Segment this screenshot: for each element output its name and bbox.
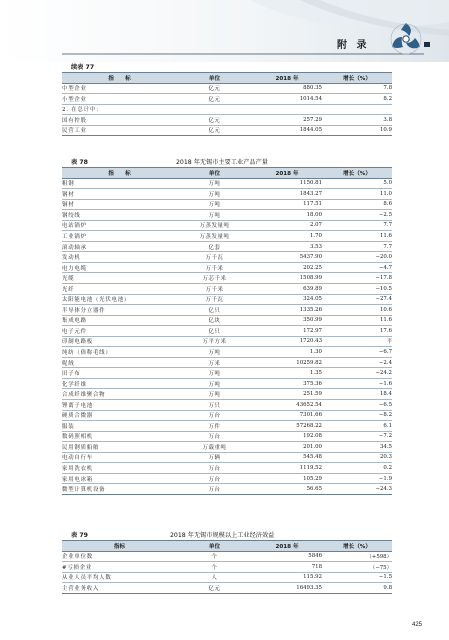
row-unit: 万芯千米 xyxy=(177,273,252,284)
table-header-row xyxy=(62,73,392,84)
row-growth: −2.5 xyxy=(322,210,392,221)
row-value: 1150.81 xyxy=(252,178,322,189)
table78-label: 表 78 xyxy=(71,159,88,166)
table-row xyxy=(62,368,392,379)
row-value: 3.53 xyxy=(252,241,322,252)
row-growth: （+598） xyxy=(322,551,392,562)
row-growth: 10.9 xyxy=(322,125,392,136)
table79-label: 表 79 xyxy=(71,532,88,539)
row-unit: 人 xyxy=(177,572,252,583)
row-label: 电力电缆 xyxy=(62,262,177,273)
column-header: 指 标 xyxy=(62,73,177,84)
table-row xyxy=(62,378,392,389)
row-value: 1335.26 xyxy=(252,305,322,316)
table-row xyxy=(62,231,392,242)
row-growth: −4.7 xyxy=(322,262,392,273)
table-row xyxy=(62,83,392,94)
row-growth: −24.3 xyxy=(322,484,392,495)
row-growth: −27.4 xyxy=(322,294,392,305)
row-value: 7301.66 xyxy=(252,410,322,421)
column-header: 单位 xyxy=(177,73,252,84)
row-value: 57268.22 xyxy=(252,421,322,432)
row-unit: 个 xyxy=(177,562,252,573)
row-growth: 20.3 xyxy=(322,452,392,463)
row-label: 发动机 xyxy=(62,252,177,263)
section-title: 附 录 xyxy=(337,40,370,51)
table-row xyxy=(62,220,392,231)
row-value: 115.92 xyxy=(252,572,322,583)
row-growth: −17.8 xyxy=(322,273,392,284)
row-label: 民用钢质船舶 xyxy=(62,442,177,453)
table-row xyxy=(62,326,392,337)
table79 xyxy=(62,540,392,594)
row-value: 251.59 xyxy=(252,389,322,400)
row-unit: 万台 xyxy=(177,484,252,495)
row-unit: 万蒸发量吨 xyxy=(177,220,252,231)
row-growth xyxy=(322,104,392,115)
page-header xyxy=(0,0,449,62)
row-unit: 万千瓦 xyxy=(177,252,252,263)
table-row xyxy=(62,452,392,463)
table-row xyxy=(62,305,392,316)
table-row xyxy=(62,294,392,305)
row-value: 43652.54 xyxy=(252,399,322,410)
row-value: 5846 xyxy=(252,551,322,562)
emblem-icon xyxy=(385,18,427,60)
row-value: 718 xyxy=(252,562,322,573)
row-label: 数码照相机 xyxy=(62,431,177,442)
row-growth: 5.0 xyxy=(322,178,392,189)
row-label: 铜材 xyxy=(62,199,177,210)
column-header: 单位 xyxy=(177,168,252,179)
row-unit: 万千米 xyxy=(177,283,252,294)
row-unit: 万台 xyxy=(177,473,252,484)
row-growth: 17.6 xyxy=(322,326,392,337)
header-decoration xyxy=(0,0,449,62)
row-value: 1119.52 xyxy=(252,463,322,474)
row-value: 56.65 xyxy=(252,484,322,495)
row-value: 880.35 xyxy=(252,83,322,94)
table-row xyxy=(62,94,392,105)
table79-title: 2018 年无锡市规模以上工业经济效益 xyxy=(170,532,275,539)
row-label: 钢绞线 xyxy=(62,210,177,221)
row-growth: 11.6 xyxy=(322,231,392,242)
row-unit: 万千瓦 xyxy=(177,294,252,305)
table-row xyxy=(62,484,392,495)
row-growth: −1.6 xyxy=(322,378,392,389)
row-value: 10259.82 xyxy=(252,357,322,368)
row-value: 375.36 xyxy=(252,378,322,389)
table-row xyxy=(62,283,392,294)
row-unit: 万件 xyxy=(177,421,252,432)
table-row xyxy=(62,562,392,573)
table-row xyxy=(62,336,392,347)
table-row xyxy=(62,583,392,594)
row-label: 合成纤维聚合物 xyxy=(62,389,177,400)
row-label: 家用电冰箱 xyxy=(62,473,177,484)
row-value: 5437.90 xyxy=(252,252,322,263)
row-unit: 万吨 xyxy=(177,368,252,379)
row-unit: 个 xyxy=(177,551,252,562)
row-growth: −20.0 xyxy=(322,252,392,263)
row-label: 呢绒 xyxy=(62,357,177,368)
row-unit: 万吨 xyxy=(177,178,252,189)
row-unit: 亿元 xyxy=(177,583,252,594)
table78 xyxy=(62,167,392,495)
row-label: 滚动轴承 xyxy=(62,241,177,252)
row-unit: 万吨 xyxy=(177,347,252,358)
row-growth: −24.2 xyxy=(322,368,392,379)
table78-title: 2018 年无锡市主要工业产品产量 xyxy=(176,159,268,166)
row-unit: 万千米 xyxy=(177,262,252,273)
row-label: 田子布 xyxy=(62,368,177,379)
row-value: 1.70 xyxy=(252,231,322,242)
row-unit: 万平方米 xyxy=(177,336,252,347)
row-value: 324.05 xyxy=(252,294,322,305)
row-unit: 万米 xyxy=(177,357,252,368)
table-row xyxy=(62,399,392,410)
table-row xyxy=(62,389,392,400)
table-row xyxy=(62,463,392,474)
row-label: 微型计算机设备 xyxy=(62,484,177,495)
row-value: 639.89 xyxy=(252,283,322,294)
row-label: 半导体分立器件 xyxy=(62,305,177,316)
row-unit: 亿元 xyxy=(177,125,252,136)
row-growth: 7.7 xyxy=(322,241,392,252)
row-label: 电动自行车 xyxy=(62,452,177,463)
row-label: 化学纤维 xyxy=(62,378,177,389)
row-growth: −7.2 xyxy=(322,431,392,442)
column-header: 增长（%） xyxy=(322,541,392,552)
row-label: 中型企业 xyxy=(62,83,177,94)
table-row xyxy=(62,357,392,368)
row-label: 服装 xyxy=(62,421,177,432)
row-value: 2.07 xyxy=(252,220,322,231)
row-label: 国有控股 xyxy=(62,115,177,126)
row-label: 纯纺（俗称毛线） xyxy=(62,347,177,358)
row-unit: 亿只 xyxy=(177,305,252,316)
table-row xyxy=(62,125,392,136)
table-header-row xyxy=(62,541,392,552)
row-label: 家用洗衣机 xyxy=(62,463,177,474)
row-label: 主营业务收入 xyxy=(62,583,177,594)
table-row xyxy=(62,421,392,432)
row-growth: −6.5 xyxy=(322,399,392,410)
row-unit xyxy=(177,104,252,115)
row-label: 太阳能电池（光伏电池） xyxy=(62,294,177,305)
row-value: 202.25 xyxy=(252,262,322,273)
row-unit: 亿块 xyxy=(177,315,252,326)
row-unit: 亿元 xyxy=(177,115,252,126)
row-unit: 亿套 xyxy=(177,241,252,252)
row-value: 1.30 xyxy=(252,347,322,358)
row-growth: 11.6 xyxy=(322,315,392,326)
row-growth: （−75） xyxy=(322,562,392,573)
row-growth: −6.7 xyxy=(322,347,392,358)
row-value: 257.29 xyxy=(252,115,322,126)
row-unit: 万台 xyxy=(177,410,252,421)
table77-label: 续表 77 xyxy=(71,64,95,71)
row-growth: 9.8 xyxy=(322,583,392,594)
table-row xyxy=(62,431,392,442)
row-value: 545.48 xyxy=(252,452,322,463)
table-row xyxy=(62,104,392,115)
row-unit: 万吨 xyxy=(177,189,252,200)
row-unit: 万台 xyxy=(177,431,252,442)
row-label: 小型企业 xyxy=(62,94,177,105)
row-growth: −1.5 xyxy=(322,572,392,583)
row-unit: 万台 xyxy=(177,463,252,474)
row-label: 工业锅炉 xyxy=(62,231,177,242)
row-unit: 亿元 xyxy=(177,83,252,94)
header-marker xyxy=(424,42,430,47)
row-growth: −8.2 xyxy=(322,410,392,421)
table-row xyxy=(62,572,392,583)
row-unit: 万吨 xyxy=(177,378,252,389)
row-growth: 18.4 xyxy=(322,389,392,400)
table-row xyxy=(62,410,392,421)
row-unit: 万吨 xyxy=(177,210,252,221)
table-row xyxy=(62,442,392,453)
row-unit: 亿只 xyxy=(177,326,252,337)
table-row xyxy=(62,241,392,252)
row-value xyxy=(252,104,322,115)
row-value: 16493.35 xyxy=(252,583,322,594)
table-row xyxy=(62,210,392,221)
row-value: 1.35 xyxy=(252,368,322,379)
row-growth: 10.6 xyxy=(322,305,392,316)
row-value: 18.00 xyxy=(252,210,322,221)
row-unit: 亿元 xyxy=(177,94,252,105)
column-header: 增长（%） xyxy=(322,168,392,179)
row-growth: −1.9 xyxy=(322,473,392,484)
row-unit: 万吨 xyxy=(177,389,252,400)
row-label: #亏损企业 xyxy=(62,562,177,573)
row-value: 1844.05 xyxy=(252,125,322,136)
column-header: 指标 xyxy=(62,541,177,552)
column-header: 单位 xyxy=(177,541,252,552)
row-value: 172.97 xyxy=(252,326,322,337)
row-label: 光纤 xyxy=(62,283,177,294)
row-label: 硬质合微器 xyxy=(62,410,177,421)
table-row xyxy=(62,347,392,358)
row-growth: 11.0 xyxy=(322,189,392,200)
row-value: 201.00 xyxy=(252,442,322,453)
row-label: 锂离子电池 xyxy=(62,399,177,410)
table77 xyxy=(62,72,392,136)
row-unit: 万只 xyxy=(177,399,252,410)
row-unit: 万蒸发量吨 xyxy=(177,231,252,242)
row-growth: 0.2 xyxy=(322,463,392,474)
table-row xyxy=(62,551,392,562)
table-row xyxy=(62,473,392,484)
table-row xyxy=(62,262,392,273)
row-value: 1014.54 xyxy=(252,94,322,105)
row-label: 集成电路 xyxy=(62,315,177,326)
table-row xyxy=(62,315,392,326)
row-label: 电子元件 xyxy=(62,326,177,337)
row-label: 印制电路板 xyxy=(62,336,177,347)
row-unit: 万吨 xyxy=(177,199,252,210)
column-header: 指 标 xyxy=(62,168,177,179)
row-growth: 6.1 xyxy=(322,421,392,432)
row-label: 企业单位数 xyxy=(62,551,177,562)
row-label: 钢材 xyxy=(62,189,177,200)
row-growth: 8.6 xyxy=(322,199,392,210)
row-value: 1508.99 xyxy=(252,273,322,284)
row-value: 1843.27 xyxy=(252,189,322,200)
row-label: 粗钢 xyxy=(62,178,177,189)
row-value: 350.99 xyxy=(252,315,322,326)
row-unit: 万辆 xyxy=(177,452,252,463)
column-header: 增长（%） xyxy=(322,73,392,84)
table-row xyxy=(62,115,392,126)
row-unit: 万载重吨 xyxy=(177,442,252,453)
row-growth: 8.2 xyxy=(322,94,392,105)
row-value: 192.08 xyxy=(252,431,322,442)
row-label: 2. 在总计中： xyxy=(62,104,177,115)
table-row xyxy=(62,273,392,284)
column-header: 2018 年 xyxy=(252,168,322,179)
row-growth: 平 xyxy=(322,336,392,347)
row-label: 民营工业 xyxy=(62,125,177,136)
column-header: 2018 年 xyxy=(252,541,322,552)
row-label: 光缆 xyxy=(62,273,177,284)
row-growth: 7.8 xyxy=(322,83,392,94)
row-growth: −10.5 xyxy=(322,283,392,294)
row-growth: 7.7 xyxy=(322,220,392,231)
row-label: 从业人员平均人数 xyxy=(62,572,177,583)
row-value: 117.51 xyxy=(252,199,322,210)
row-growth: 34.5 xyxy=(322,442,392,453)
row-value: 1720.43 xyxy=(252,336,322,347)
table-row xyxy=(62,178,392,189)
column-header: 2018 年 xyxy=(252,73,322,84)
table-header-row xyxy=(62,168,392,179)
table-row xyxy=(62,189,392,200)
table-row xyxy=(62,252,392,263)
row-value: 105.29 xyxy=(252,473,322,484)
row-growth: 3.8 xyxy=(322,115,392,126)
page-number: 425 xyxy=(412,622,423,628)
row-growth: −2.4 xyxy=(322,357,392,368)
table-row xyxy=(62,199,392,210)
row-label: 电站锅炉 xyxy=(62,220,177,231)
